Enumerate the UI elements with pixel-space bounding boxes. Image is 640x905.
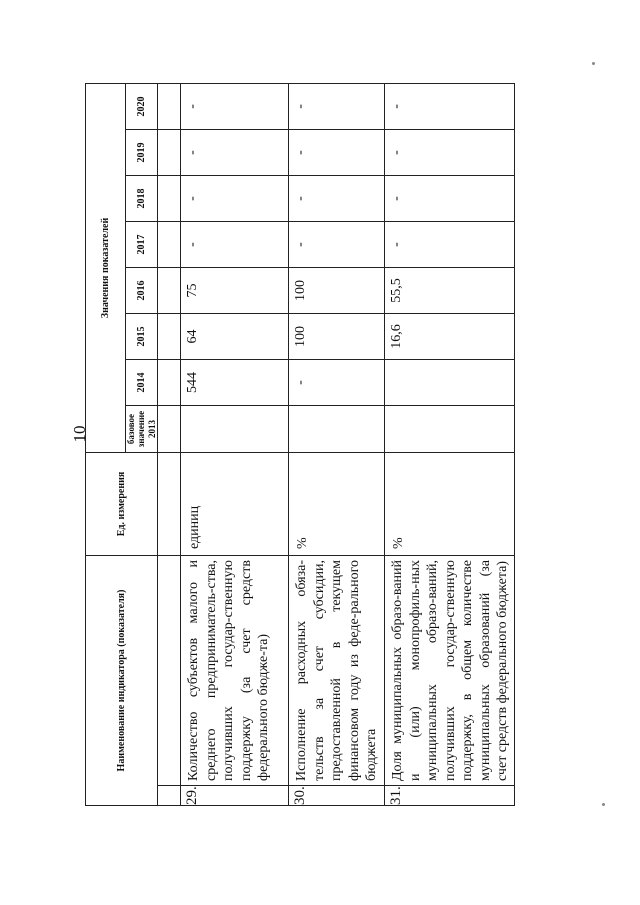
value-cell: - <box>289 222 385 268</box>
value-cell: - <box>385 130 515 176</box>
header-year: 2015 <box>126 314 158 360</box>
unit-cell: % <box>385 453 515 556</box>
header-year: 2018 <box>126 176 158 222</box>
value-cell: - <box>181 222 289 268</box>
base-value <box>385 406 515 453</box>
unit-cell: единиц <box>181 453 289 556</box>
header-values-group: Значения показателей <box>86 83 126 452</box>
row-number: 29. <box>181 786 289 806</box>
header-row-1 <box>86 83 126 805</box>
value-cell: - <box>289 176 385 222</box>
indicator-name: Исполнение расходных обяза-тельств за счет субсидии, предоставленной в текущем финансовом году из феде-рального бюджета <box>289 556 385 786</box>
value-cell: 100 <box>289 268 385 314</box>
table-row <box>385 83 515 805</box>
indicators-table <box>85 83 515 806</box>
row-number: 31. <box>385 786 515 806</box>
header-year: 2016 <box>126 268 158 314</box>
header-year: 2014 <box>126 360 158 406</box>
value-cell: 100 <box>289 314 385 360</box>
value-cell: 544 <box>181 360 289 406</box>
value-cell: - <box>385 176 515 222</box>
page-number: 10 <box>70 425 89 443</box>
value-cell: - <box>385 83 515 129</box>
value-cell: - <box>181 130 289 176</box>
value-cell: 16,6 <box>385 314 515 360</box>
indicator-name: Количество субъектов малого и среднего предприниматель-ства, получивших государ-ственную поддержку (за счет средств федерального бюдже-та) <box>181 556 289 786</box>
stray-mark <box>592 62 595 65</box>
stray-mark <box>602 803 605 806</box>
header-name: Наименование индикатора (показателя) <box>86 556 158 806</box>
value-cell: - <box>385 222 515 268</box>
value-cell <box>385 360 515 406</box>
spacer-row <box>158 83 181 805</box>
header-base: базовое значение 2013 <box>126 406 158 453</box>
indicator-name: Доля муниципальных образо-ваний и (или) монопрофиль-ных муниципальных образо-ваний, получивших государ-ственную поддержку, в общем количестве муниципальных образований (за счет средств федерального бюджета) <box>385 556 515 786</box>
value-cell: - <box>289 83 385 129</box>
value-cell: - <box>181 83 289 129</box>
value-cell: 64 <box>181 314 289 360</box>
indicators-table-rotated <box>85 83 515 806</box>
unit-cell: % <box>289 453 385 556</box>
header-year: 2019 <box>126 130 158 176</box>
header-year: 2017 <box>126 222 158 268</box>
value-cell: 55,5 <box>385 268 515 314</box>
row-number: 30. <box>289 786 385 806</box>
header-unit: Ед. измерения <box>86 453 158 556</box>
value-cell: - <box>181 176 289 222</box>
table-row <box>289 83 385 805</box>
value-cell: - <box>289 360 385 406</box>
value-cell: 75 <box>181 268 289 314</box>
base-value <box>181 406 289 453</box>
table-row <box>181 83 289 805</box>
value-cell: - <box>289 130 385 176</box>
base-value <box>289 406 385 453</box>
header-year: 2020 <box>126 83 158 129</box>
